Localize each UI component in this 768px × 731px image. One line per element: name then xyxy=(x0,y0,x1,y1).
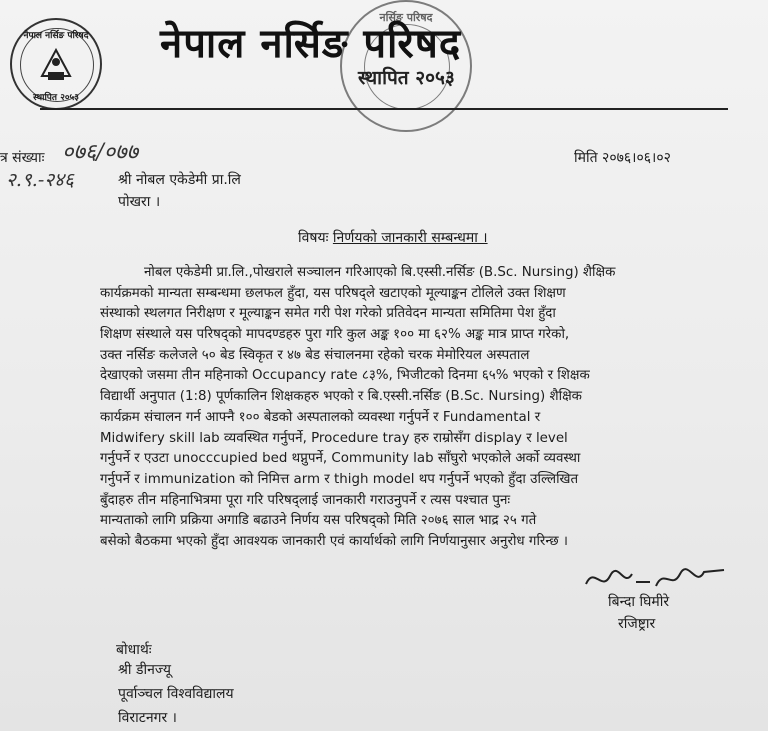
body-line: बुँदाहरु तीन महिनाभित्रमा पूरा गरि परिषद्लाई जानकारी गराउनुपर्ने र त्यस पश्चात पुनः xyxy=(100,492,511,508)
signer-name: बिन्दा घिमीरे xyxy=(608,594,670,610)
cc-label: बोधार्थः xyxy=(116,642,152,658)
cc-line: विराटनगर । xyxy=(118,710,177,726)
letter-date: मिति २०७६।०६।०२ xyxy=(574,150,671,166)
stamp-text: नर्सिङ परिषद xyxy=(379,11,433,24)
letter-body xyxy=(100,263,700,553)
body-line: उक्त नर्सिङ कलेजले ५० बेड स्विकृत र ४७ बेड संचालनमा रहेको चरक मेमोरियल अस्पताल xyxy=(100,347,530,363)
body-line: नोबल एकेडेमी प्रा.लि.,पोखराले सञ्चालन गरिआएको बि.एस्सी.नर्सिङ (B.Sc. Nursing) शैक्षिक xyxy=(144,265,616,280)
established-year: स्थापित २०५३ xyxy=(358,67,455,89)
chalani-number-handwritten: २.९.-२४६ xyxy=(6,169,74,191)
body-line: विद्यार्थी अनुपात (1:8) पूर्णकालिन शिक्षकहरु भएको र बि.एस्सी.नर्सिङ (B.Sc. Nursing) शैक्षिक xyxy=(100,389,582,405)
org-name-heading: नेपाल नर्सिङ परिषद xyxy=(160,21,462,67)
lamp-emblem-icon xyxy=(34,42,78,86)
body-line: बसेको बैठकमा भएको हुँदा आवश्यक जानकारी एवं कार्यार्थको लागि निर्णयानुसार अनुरोध गरिन्छ । xyxy=(100,533,568,549)
body-line: कार्यक्रमको मान्यता सम्बन्धमा छलफल हुँदा, यस परिषद्ले खटाएको मूल्याङ्कन टोलिले उक्त शिक्षण xyxy=(100,285,566,301)
signer-role: रजिष्ट्रार xyxy=(618,616,656,632)
body-line: गर्नुपर्ने र immunization को निमित्त arm र thigh model थप गर्नुपर्ने भएको हुँदा उल्लिखित xyxy=(100,471,579,487)
body-line: Midwifery skill lab व्यवस्थित गर्नुपर्ने, Procedure tray हरु राम्रोसँग display र level xyxy=(100,430,568,446)
recipient-name: श्री नोबल एकेडेमी प्रा.लि xyxy=(118,172,241,188)
handwritten-signature xyxy=(580,562,730,596)
ref-number-handwritten: ०७६/०७७ xyxy=(62,140,139,165)
header-divider xyxy=(40,108,728,110)
logo-text-bottom: स्थापित २०५३ xyxy=(33,93,79,103)
cc-line: पूर्वाञ्चल विश्वविद्यालय xyxy=(118,686,234,702)
subject-label: विषयः xyxy=(298,230,329,246)
body-line: संस्थाको स्थलगत निरीक्षण र मूल्याङ्कन समेत गरी पेश गरेको प्रतिवेदन मान्यता समितिमा पेश हुँदा xyxy=(100,306,556,322)
recipient-city: पोखरा । xyxy=(118,194,161,210)
body-line: मान्यताको लागि प्रक्रिया अगाडि बढाउने निर्णय यस परिषद्को मिति २०७६ साल भाद्र २५ गते xyxy=(100,513,537,529)
body-line: गर्नुपर्ने र एउटा unocccupied bed थप्नुपर्ने, Community lab साँघुरो भएकोले अर्को व्यवस्था xyxy=(100,451,581,467)
body-line: कार्यक्रम संचालन गर्न आफ्नै १०० बेडको अस्पतालको व्यवस्था गर्नुपर्ने र Fundamental र xyxy=(100,409,541,425)
body-line: देखाएको जसमा तीन महिनाको Occupancy rate ८३%, भिजीटको दिनमा ६५% भएको र शिक्षक xyxy=(100,368,590,384)
logo-text-top: नेपाल नर्सिङ परिषद xyxy=(23,31,89,41)
body-line: शिक्षण संस्थाले यस परिषद्को मापदण्डहरु पुरा गरि कुल अङ्क १०० मा ६२% अङ्क मात्र प्राप्त गरेको, xyxy=(100,327,570,343)
ref-number-label: त्र संख्याः xyxy=(0,150,45,166)
cc-line: श्री डीनज्यू xyxy=(118,662,172,678)
subject-text: निर्णयको जानकारी सम्बन्धमा । xyxy=(332,230,488,246)
subject-line xyxy=(298,228,488,247)
council-logo xyxy=(10,18,102,110)
